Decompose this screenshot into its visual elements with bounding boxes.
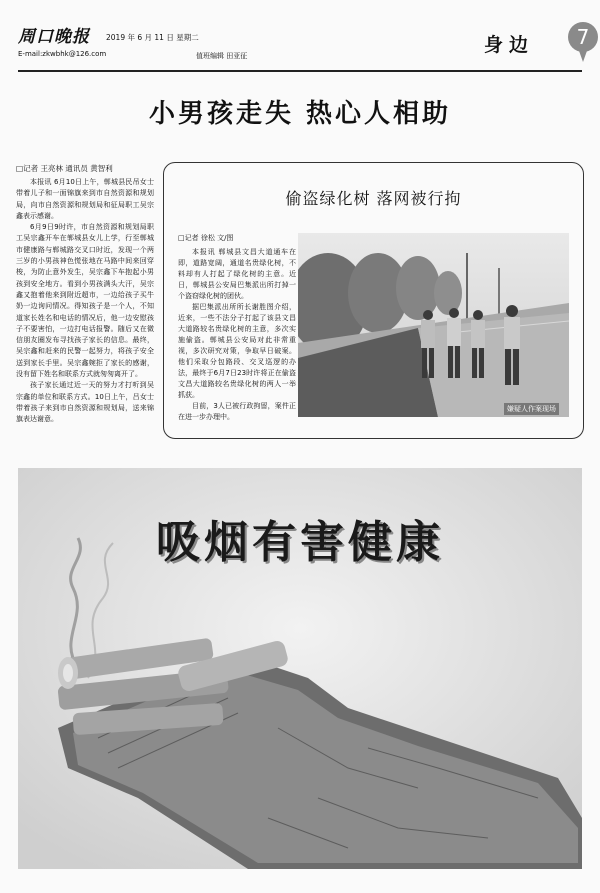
masthead-divider	[18, 70, 582, 72]
news-photo	[298, 233, 569, 417]
public-service-ad	[18, 468, 582, 869]
section-name: 身边	[484, 34, 535, 56]
photo-caption: 嫌疑人作案现场	[504, 403, 559, 415]
issue-date: 2019 年 6 月 11 日 星期二	[106, 33, 199, 42]
boxed-paragraph: 本报讯 郸城县文昌大道通车在即，道路宽阔，通道名贵绿化树，不料却有人打起了绿化树的主意。近日，郸城县公安局巴集派出所打掉一个盗窃绿化树的团伙。	[178, 248, 296, 300]
main-paragraph: 孩子家长通过近一天的努力才打听到吴宗鑫的单位和联系方式。10日上午，吕女士带着孩子来到市自然资源和规划局，送来锦旗表达谢意。	[16, 381, 154, 424]
main-paragraph: 本报讯 6月10日上午，郸城县民吊女士带着儿子和一面锦旗来到市自然资源和规划局，向市自然资源和规划局和征局职工吴宗鑫表示感谢。	[16, 178, 154, 220]
ad-slogan: 吸烟有害健康	[156, 517, 444, 568]
boxed-story-body	[178, 247, 296, 423]
main-headline: 小男孩走失 热心人相助	[148, 99, 452, 129]
boxed-story-byline: □记者 徐松 文/图	[178, 234, 234, 242]
boxed-paragraph: 目前，3人已被行政拘留，案件正在进一步办理中。	[178, 402, 296, 421]
photo-scene-illustration	[298, 233, 569, 417]
boxed-story	[163, 162, 584, 439]
duty-editor: 值班编辑 田亚征	[196, 52, 248, 60]
masthead	[18, 20, 590, 68]
boxed-story-headline: 偷盗绿化树 落网被行拘	[285, 189, 462, 208]
page-number-badge: 7	[568, 22, 598, 52]
newspaper-logo: 周口晚报	[18, 27, 90, 47]
main-story-body	[16, 177, 154, 426]
main-byline: □记者 王亮林 通讯员 黄智利	[16, 164, 113, 173]
contact-email: E-mail:zkwbhk@126.com	[18, 50, 107, 58]
main-paragraph: 6月9日9时许，市自然资源和规划局职工吴宗鑫开车在郸城县女儿上学，行至郸城市健康路与郸城路交叉口时近，发现一个两三岁的小男孩神色慌张地在马路中间来回穿梭，为防止意外发生，吴宗鑫下车抱起小男孩到安全地方。看到小男孩满头大汗，吴宗鑫又抱着他来到附近超市，一边给孩子买牛奶一边询问情况。得知孩子是一个人，不知道家长姓名和电话的情况后，他一边安慰孩子不要害怕，一边打电话报警。随后又在微信朋友圈发布寻找孩子家长的信息。最终，吴宗鑫和赶来的民警一起努力，将孩子安全送到家长手里。吴宗鑫婉拒了家长的感谢，没有留下姓名和联系方式就匆匆离开了。	[16, 223, 154, 379]
boxed-paragraph: 据巴集派出所所长谢胜图介绍，近来，一些不法分子打起了该县文昌大道路较名贵绿化树的主意，多次实施偷盗。郸城县公安局对此非常重视，多次研究对策，争取早日破案。他们采取分包路段、交叉巡逻的办法，最终于6月7日23时许将正在偷盗文昌大道路较名贵绿化树的两人一举抓获。	[178, 303, 296, 399]
